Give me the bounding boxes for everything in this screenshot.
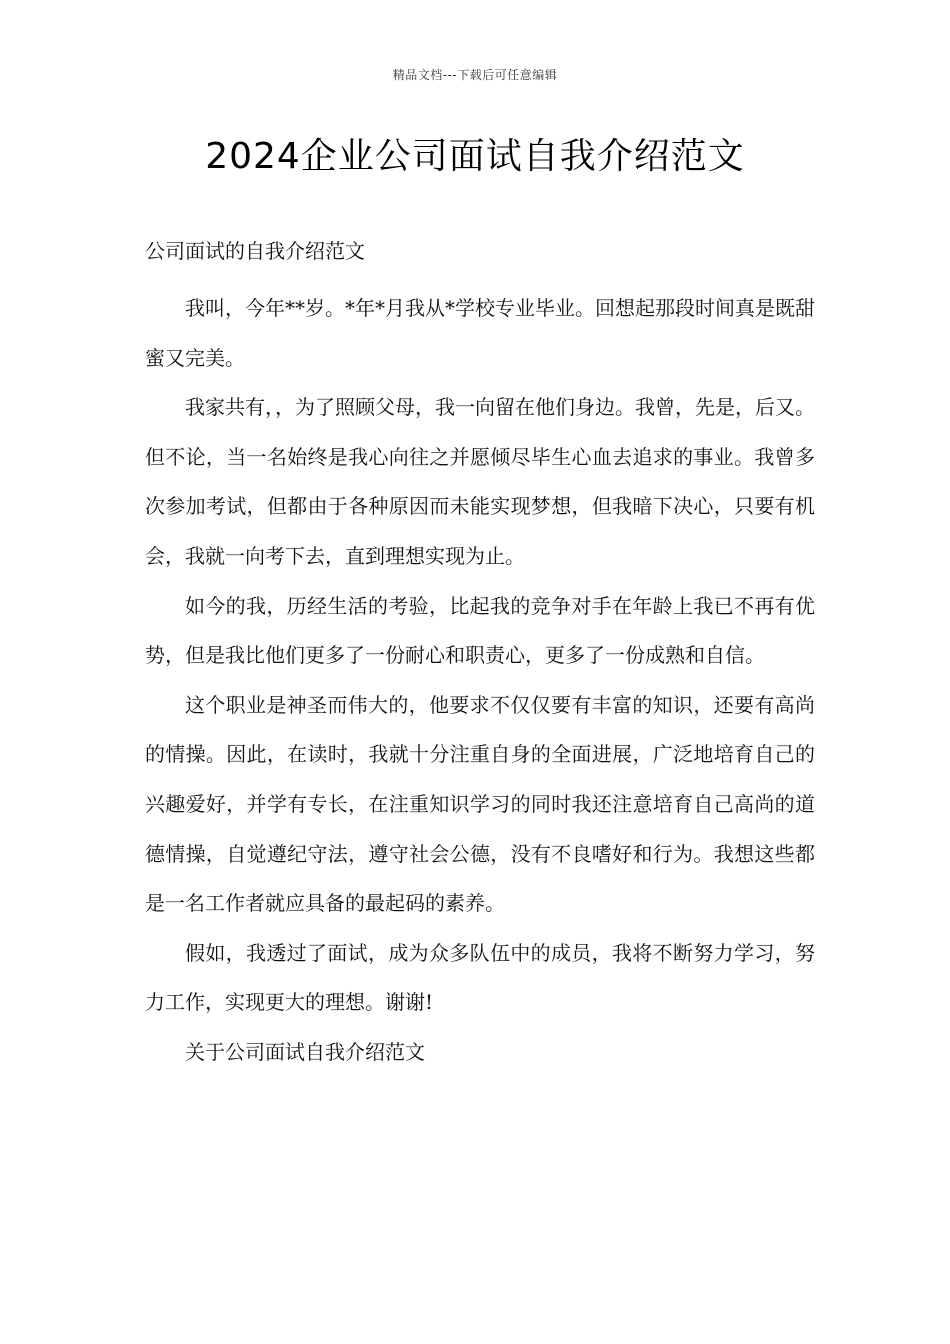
- paragraph-family: 我家共有，，为了照顾父母，我一向留在他们身边。我曾，先是，后又。但不论，当一名始终是我心向往之并愿倾尽毕生心血去追求的事业。我曾多次参加考试，但都由于各种原因而未能实现梦想，但我暗下决心，只要有机会，我就一向考下去，直到理想实现为止。: [145, 395, 815, 568]
- document-body: [145, 234, 815, 1078]
- section-heading: 公司面试的自我介绍范文: [145, 239, 365, 263]
- paragraph-career: 这个职业是神圣而伟大的，他要求不仅仅要有丰富的知识，还要有高尚的情操。因此，在读时，我就十分注重自身的全面进展，广泛地培育自己的兴趣爱好，并学有专长，在注重知识学习的同时我还注意培育自己高尚的道德情操，自觉遵纪守法，遵守社会公德，没有不良嗜好和行为。我想这些都是一名工作者就应具备的最起码的素养。: [145, 692, 815, 916]
- paragraph-next-heading: 关于公司面试自我介绍范文: [185, 1039, 425, 1064]
- header-note: 精品文档---下载后可任意编辑: [392, 68, 558, 82]
- paragraph-experience: 如今的我，历经生活的考验，比起我的竞争对手在年龄上我已不再有优势，但是我比他们更多了一份耐心和职责心，更多了一份成熟和自信。: [145, 593, 815, 668]
- paragraph-intro: 我叫，今年**岁。*年*月我从*学校专业毕业。回想起那段时间真是既甜蜜又完美。: [145, 296, 815, 370]
- document-title: 2024企业公司面试自我介绍范文: [205, 136, 745, 177]
- paragraph-closing: 假如，我透过了面试，成为众多队伍中的成员，我将不断努力学习，努力工作，实现更大的理想。谢谢!: [145, 940, 815, 1015]
